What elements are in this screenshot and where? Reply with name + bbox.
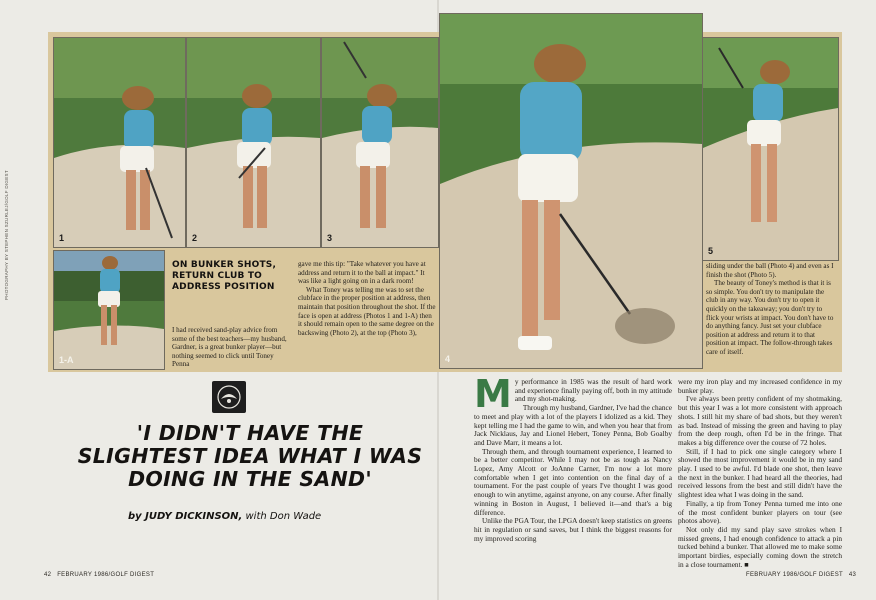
caption-column-2 bbox=[298, 260, 436, 337]
photo-2 bbox=[186, 37, 321, 248]
photo-4-number: 4 bbox=[445, 354, 451, 364]
article-paragraph: were my iron play and my increased confidence in my bunker play. bbox=[678, 377, 842, 395]
folio-right-text: FEBRUARY 1986/GOLF DIGEST bbox=[746, 572, 843, 578]
photo-5 bbox=[702, 37, 839, 261]
caption-paragraph: gave me this tip: "Take whatever you have at address and return it to the ball at impact." It was like a light going on in a dark room! bbox=[298, 260, 426, 286]
photo-1 bbox=[53, 37, 186, 248]
caption-paragraph: The beauty of Toney's method is that it is so simple. You don't try to manipulate the club in any way. You don't try to open it quickly on the takeaway; you don't try to flick your wrists at impact. You don't have to do anything fancy. Just set your clubface position at address and return it to that position at impact. The follow-through takes care of itself. bbox=[706, 279, 834, 356]
article-headline: 'I DIDN'T HAVE THE SLIGHTEST IDEA WHAT I WAS DOING IN THE SAND' bbox=[77, 421, 423, 491]
golf-digest-logo bbox=[212, 381, 246, 413]
photo-1-image bbox=[54, 38, 185, 247]
photo-credit: PHOTOGRAPHY BY STEPHEN SZURLEJ/GOLF DIGEST bbox=[4, 170, 9, 300]
article-paragraph: Through my husband, Gardner, I've had the chance to meet and play with a lot of the players I idolized as a kid. They kept telling me I had the game to win, and when you hear that from Jack Nicklaus, Jay and Lionel Hebert, Toney Penna, Bob Goalby and Dave Marr, it means a lot. bbox=[474, 403, 672, 447]
photo-2-image bbox=[187, 38, 320, 247]
article-paragraph bbox=[474, 372, 672, 416]
article-paragraph: Not only did my sand play save strokes when I missed greens, I had enough confidence to attack a pin tucked behind a bunker. That allowed me to make some important birdies, especially coming down the stretch in a close tournament. ■ bbox=[678, 524, 842, 569]
article-paragraph: Finally, a tip from Toney Penna turned me into one of the most confident bunker players on tour (see photos above). bbox=[678, 498, 842, 526]
article-column-1 bbox=[474, 372, 672, 543]
article-paragraph: I've always been pretty confident of my shotmaking, but this year I was a lot more consistent with approach shots. I still hit my share of bad shots, but they weren't as bad. Instead of missing the green and having to play from the deep rough, often I'd be in the fringe. That makes a big difference over the course of 72 holes. bbox=[678, 394, 842, 447]
article-paragraph-text: y performance in 1985 was the result of hard work and experience finally paying off, both in my attitude and my shot-making. bbox=[514, 377, 672, 404]
caption-paragraph: sliding under the ball (Photo 4) and even as I finish the shot (Photo 5). bbox=[706, 262, 834, 279]
photo-4-image bbox=[440, 14, 702, 368]
photo-1a-number: 1-A bbox=[59, 355, 74, 365]
eagle-emblem-icon bbox=[212, 381, 246, 413]
photo-1a bbox=[53, 250, 165, 370]
folio-left bbox=[44, 572, 154, 578]
page-number-left: 42 bbox=[44, 572, 52, 578]
folio-right bbox=[746, 572, 856, 578]
photo-1a-image bbox=[54, 251, 164, 369]
article-paragraph: Unlike the PGA Tour, the LPGA doesn't keep statistics on greens hit in regulation or sand saves, but I think the biggest reasons for my improved scoring bbox=[474, 516, 672, 543]
photo-1-number: 1 bbox=[59, 233, 65, 243]
page-number-right: 43 bbox=[848, 572, 857, 578]
photo-5-image bbox=[703, 38, 838, 260]
photo-4 bbox=[439, 13, 703, 369]
article-paragraph: Still, if I had to pick one single category where I showed the most improvement it would be in my sand play. I used to be awful. I'd blade one shot, then leave the next in the bunker. I had heard all the theories, had received lessons from the best and still didn't have the slightest idea what I was doing in the sand. bbox=[678, 446, 842, 500]
caption-paragraph: I had received sand-play advice from some of the best teachers—my husband, Gardner, is a great bunker player—but nothing seemed to click until Toney Penna bbox=[172, 326, 287, 369]
byline-author: by JUDY DICKINSON, bbox=[128, 511, 243, 522]
caption-column-3 bbox=[706, 262, 836, 357]
photo-3-image bbox=[322, 38, 438, 247]
drop-cap: M bbox=[474, 372, 512, 416]
photo-2-number: 2 bbox=[192, 233, 198, 243]
byline-coauthor: with Don Wade bbox=[242, 511, 322, 522]
byline bbox=[128, 511, 388, 522]
caption-column-1 bbox=[172, 326, 290, 369]
article-column-2 bbox=[678, 378, 842, 569]
article-paragraph: Through them, and through tournament experience, I learned to be a better competitor. While I may not be as tough as Nancy Lopez, Amy Alcott or JoAnne Carner, I'm now a lot more comfortable when I get into contention on the final day of a tournament. For the past couple of years I've thought I was good enough to win anytime, against anyone, on any course. After finally winning in Boston in August, I believed it—and that's a big difference. bbox=[474, 446, 672, 517]
photo-3 bbox=[321, 37, 439, 248]
photo-3-number: 3 bbox=[327, 233, 333, 243]
caption-headline: ON BUNKER SHOTS, RETURN CLUB TO ADDRESS POSITION bbox=[172, 260, 277, 292]
caption-paragraph: What Toney was telling me was to set the clubface in the proper position at address, then maintain that position throughout the shot. If the face is open at address (Photos 1 and 1-A) then it should remain open to the same degree on the backswing (Photo 2), at the top (Photo 3), bbox=[298, 285, 436, 337]
photo-5-number: 5 bbox=[708, 246, 714, 256]
folio-left-text: FEBRUARY 1986/GOLF DIGEST bbox=[57, 572, 155, 578]
